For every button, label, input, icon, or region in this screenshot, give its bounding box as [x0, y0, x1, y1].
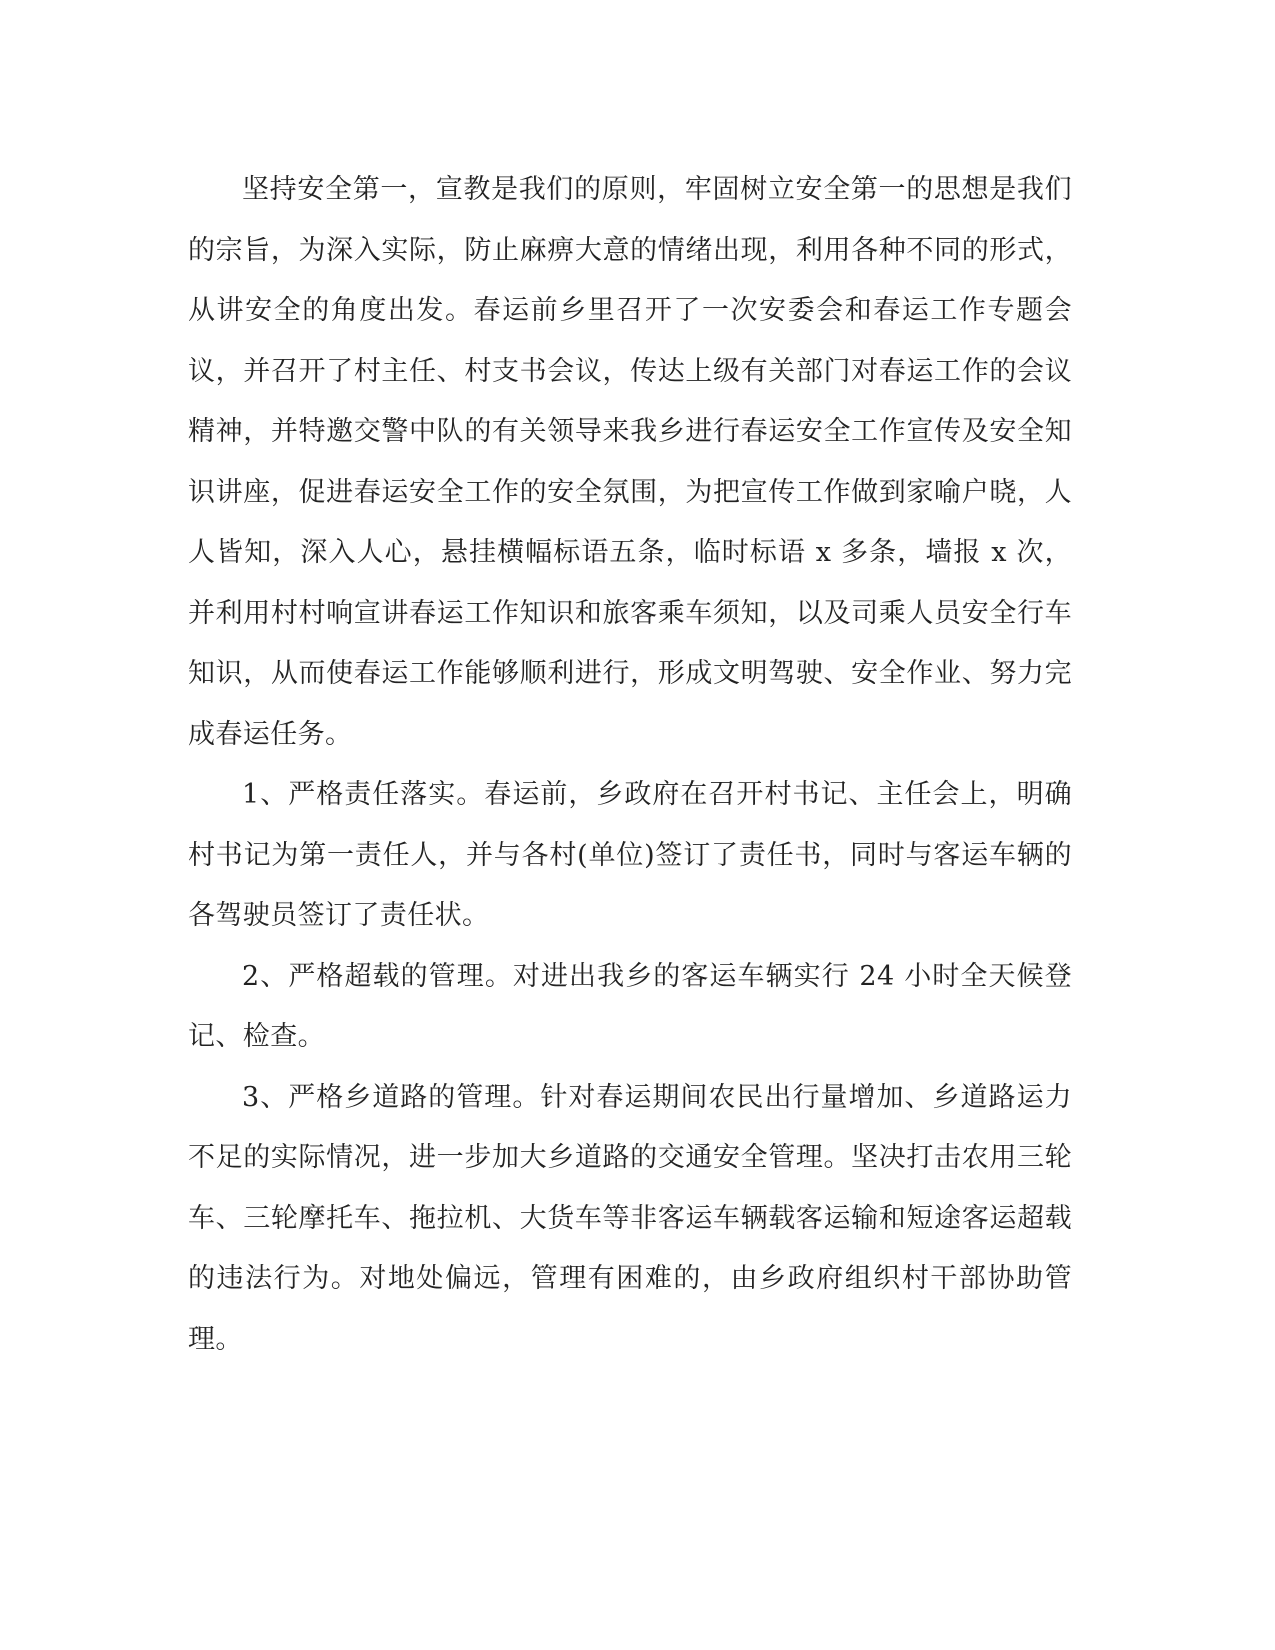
document-body: [188, 160, 1072, 1370]
paragraph-intro: 坚持安全第一，宣教是我们的原则，牢固树立安全第一的思想是我们的宗旨，为深入实际，防止麻痹大意的情绪出现，利用各种不同的形式，从讲安全的角度出发。春运前乡里召开了一次安委会和春运工作专题会议，并召开了村主任、村支书会议，传达上级有关部门对春运工作的会议精神，并特邀交警中队的有关领导来我乡进行春运安全工作宣传及安全知识讲座，促进春运安全工作的安全氛围，为把宣传工作做到家喻户晓，人人皆知，深入人心，悬挂横幅标语五条，临时标语 x 多条，墙报 x 次，并利用村村响宣讲春运工作知识和旅客乘车须知，以及司乘人员安全行车知识，从而使春运工作能够顺利进行，形成文明驾驶、安全作业、努力完成春运任务。: [188, 174, 1072, 750]
paragraph-item-1: 1、严格责任落实。春运前，乡政府在召开村书记、主任会上，明确村书记为第一责任人，并与各村(单位)签订了责任书，同时与客运车辆的各驾驶员签订了责任状。: [188, 779, 1072, 931]
paragraph-item-3: 3、严格乡道路的管理。针对春运期间农民出行量增加、乡道路运力不足的实际情况，进一步加大乡道路的交通安全管理。坚决打击农用三轮车、三轮摩托车、拖拉机、大货车等非客运车辆载客运输和短途客运超载的违法行为。对地处偏远，管理有困难的，由乡政府组织村干部协助管理。: [188, 1081, 1072, 1355]
paragraph-item-2: 2、严格超载的管理。对进出我乡的客运车辆实行 24 小时全天候登记、检查。: [188, 960, 1072, 1052]
